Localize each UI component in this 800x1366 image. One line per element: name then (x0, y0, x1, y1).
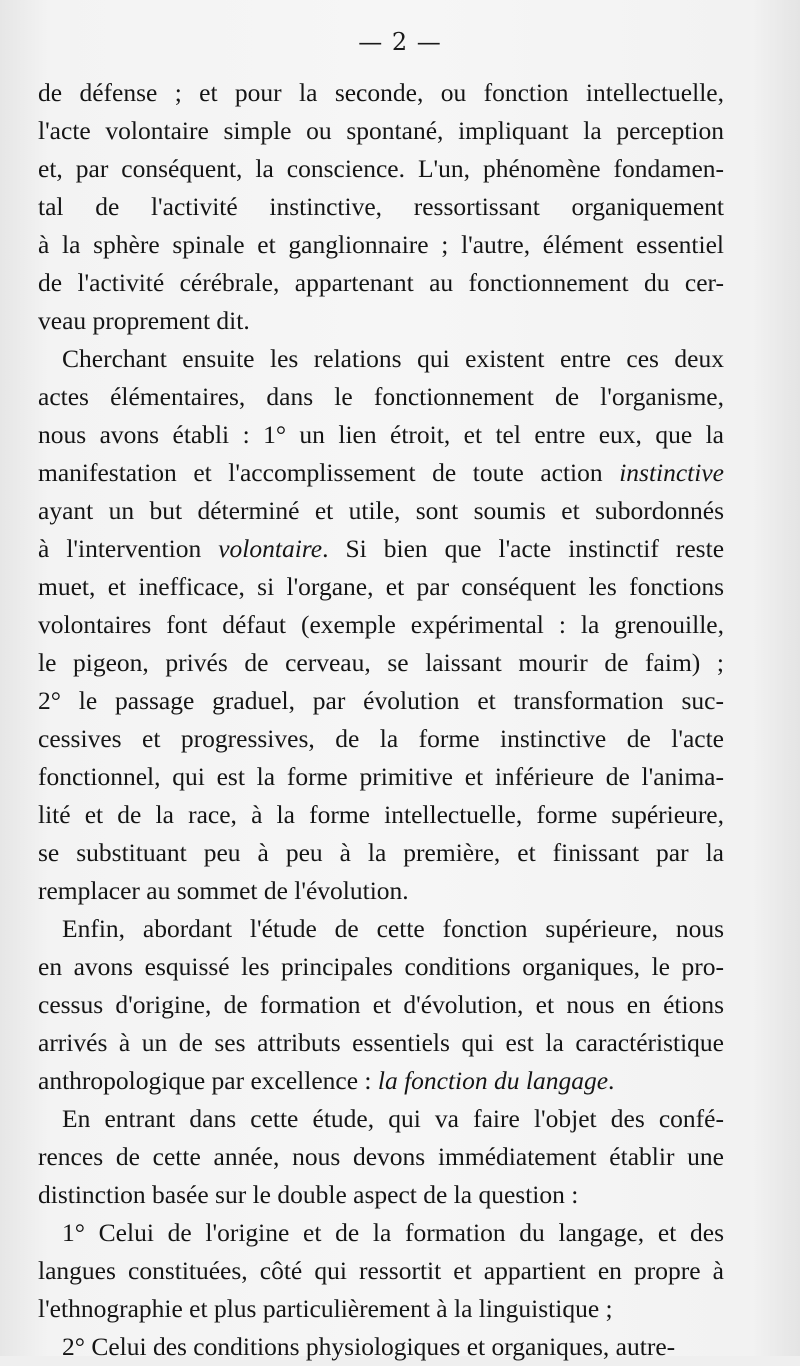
text-line: anthropologique par excellence : la fonction du langage. (38, 1066, 615, 1095)
text-line: muet, et inefficace, si l'organe, et par conséquent les fonctions (38, 572, 724, 601)
text-line: distinction basée sur le double aspect de la question : (38, 1180, 579, 1209)
italic-phrase: la fonction du langage (377, 1066, 609, 1095)
text-line: veau proprement dit. (38, 306, 250, 335)
text-line: Enfin, abordant l'étude de cette fonction supérieure, nous (62, 914, 724, 943)
italic-phrase: instinctive (619, 458, 724, 487)
paragraph (38, 1100, 724, 1214)
text-line: 2° le passage graduel, par évolution et transformation suc- (38, 686, 724, 715)
text-line: en avons esquissé les principales conditions organiques, le pro- (38, 952, 724, 981)
text-line: de l'activité cérébrale, appartenant au fonctionnement du cer- (38, 268, 724, 297)
text-line: cessives et progressives, de la forme instinctive de l'acte (38, 724, 724, 753)
text-line: et, par conséquent, la conscience. L'un, phénomène fondamen- (38, 154, 724, 183)
text-line: lité et de la race, à la forme intellectuelle, forme supérieure, (38, 800, 724, 829)
text-line: cessus d'origine, de formation et d'évolution, et nous en étions (38, 990, 724, 1019)
paragraph (38, 74, 724, 340)
text-line: En entrant dans cette étude, qui va faire l'objet des confé- (62, 1104, 724, 1133)
text-line: rences de cette année, nous devons immédiatement établir une (38, 1142, 724, 1171)
text-line: à la sphère spinale et ganglionnaire ; l'autre, élément essentiel (38, 230, 724, 259)
text-line: Cherchant ensuite les relations qui existent entre ces deux (62, 344, 724, 373)
page-number: — 2 — (358, 28, 442, 56)
text-line: se substituant peu à peu à la première, et finissant par la (38, 838, 724, 867)
text-line: volontaires font défaut (exemple expérimental : la grenouille, (38, 610, 724, 639)
text-line: actes élémentaires, dans le fonctionnement de l'organisme, (38, 382, 724, 411)
text-line: nous avons établi : 1° un lien étroit, et tel entre eux, que la (38, 420, 724, 449)
text-line: l'acte volontaire simple ou spontané, impliquant la perception (38, 116, 724, 145)
text-line: à l'intervention volontaire. Si bien que l'acte instinctif reste (38, 534, 725, 563)
text-line: l'ethnographie et plus particulièrement à la linguistique ; (38, 1294, 613, 1323)
text-line: 2° Celui des conditions physiologiques et organiques, autre- (62, 1332, 676, 1361)
paragraph (38, 340, 724, 910)
paragraph (38, 910, 724, 1100)
text-line: langues constituées, côté qui ressortit et appartient en propre à (38, 1256, 724, 1285)
text-line: arrivés à un de ses attributs essentiels qui est la caractéristique (38, 1028, 724, 1057)
text-line: ayant un but déterminé et utile, sont soumis et subordonnés (38, 496, 724, 525)
body-text (38, 74, 724, 1366)
paragraph (38, 1328, 724, 1366)
text-line: le pigeon, privés de cerveau, se laissant mourir de faim) ; (38, 648, 724, 677)
text-line: de défense ; et pour la seconde, ou fonction intellectuelle, (38, 78, 724, 107)
italic-phrase: volontaire (218, 534, 323, 563)
text-line: fonctionnel, qui est la forme primitive et inférieure de l'anima- (38, 762, 724, 791)
text-line: remplacer au sommet de l'évolution. (38, 876, 409, 905)
text-line: tal de l'activité instinctive, ressortissant organiquement (38, 192, 724, 221)
text-line: 1° Celui de l'origine et de la formation du langage, et des (62, 1218, 724, 1247)
text-line: manifestation et l'accomplissement de toute action instinctive (38, 458, 724, 487)
paragraph (38, 1214, 724, 1328)
